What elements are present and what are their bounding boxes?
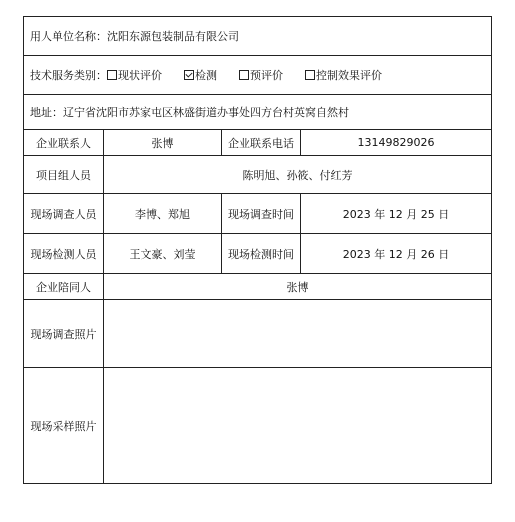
survey-row <box>24 194 492 234</box>
team-members: 陈明旭、孙筱、付红芳 <box>104 156 492 194</box>
service-option-label: 现状评价 <box>118 69 162 82</box>
service-option[interactable] <box>184 67 217 83</box>
service-option[interactable] <box>239 67 283 83</box>
escort-label: 企业陪同人 <box>24 274 104 300</box>
service-type-row <box>24 56 492 95</box>
survey-staff-label: 现场调查人员 <box>24 194 104 234</box>
survey-staff: 李博、郑旭 <box>104 194 222 234</box>
unit-label: 用人单位名称： <box>30 30 107 43</box>
unit-row <box>24 17 492 56</box>
team-label: 项目组人员 <box>24 156 104 194</box>
detect-time-label: 现场检测时间 <box>222 234 301 274</box>
detect-staff: 王文豪、刘莹 <box>104 234 222 274</box>
unit-cell <box>24 17 492 56</box>
survey-photo-label: 现场调查照片 <box>24 300 104 368</box>
service-option[interactable] <box>107 67 162 83</box>
address-row <box>24 95 492 130</box>
contact-phone-label: 企业联系电话 <box>222 130 301 156</box>
service-type-cell <box>24 56 492 95</box>
service-option[interactable] <box>305 67 382 83</box>
contact-label: 企业联系人 <box>24 130 104 156</box>
site-record-form <box>23 16 492 484</box>
survey-photo-area <box>104 300 492 368</box>
checkbox-icon[interactable] <box>107 70 117 80</box>
detect-time: 2023 年 12 月 26 日 <box>301 234 492 274</box>
address-value: 辽宁省沈阳市苏家屯区林盛街道办事处四方台村英窝自然村 <box>63 106 349 119</box>
address-cell <box>24 95 492 130</box>
unit-name: 沈阳东源包装制品有限公司 <box>107 30 239 43</box>
team-row <box>24 156 492 194</box>
contact-phone: 13149829026 <box>301 130 492 156</box>
survey-photo-row <box>24 300 492 368</box>
escort-person: 张博 <box>104 274 492 300</box>
contact-name: 张博 <box>104 130 222 156</box>
sampling-photo-area <box>104 368 492 484</box>
checkbox-icon[interactable] <box>305 70 315 80</box>
address-label: 地址： <box>30 106 63 119</box>
service-option-label: 检测 <box>195 69 217 82</box>
survey-time: 2023 年 12 月 25 日 <box>301 194 492 234</box>
service-option-label: 控制效果评价 <box>316 69 382 82</box>
contact-row <box>24 130 492 156</box>
sampling-photo-label: 现场采样照片 <box>24 368 104 484</box>
service-option-label: 预评价 <box>250 69 283 82</box>
service-type-label: 技术服务类别： <box>30 69 107 82</box>
sampling-photo-row <box>24 368 492 484</box>
checked-box-icon[interactable] <box>184 70 194 80</box>
survey-time-label: 现场调查时间 <box>222 194 301 234</box>
service-type-options <box>107 69 382 82</box>
detect-row <box>24 234 492 274</box>
checkbox-icon[interactable] <box>239 70 249 80</box>
escort-row <box>24 274 492 300</box>
detect-staff-label: 现场检测人员 <box>24 234 104 274</box>
